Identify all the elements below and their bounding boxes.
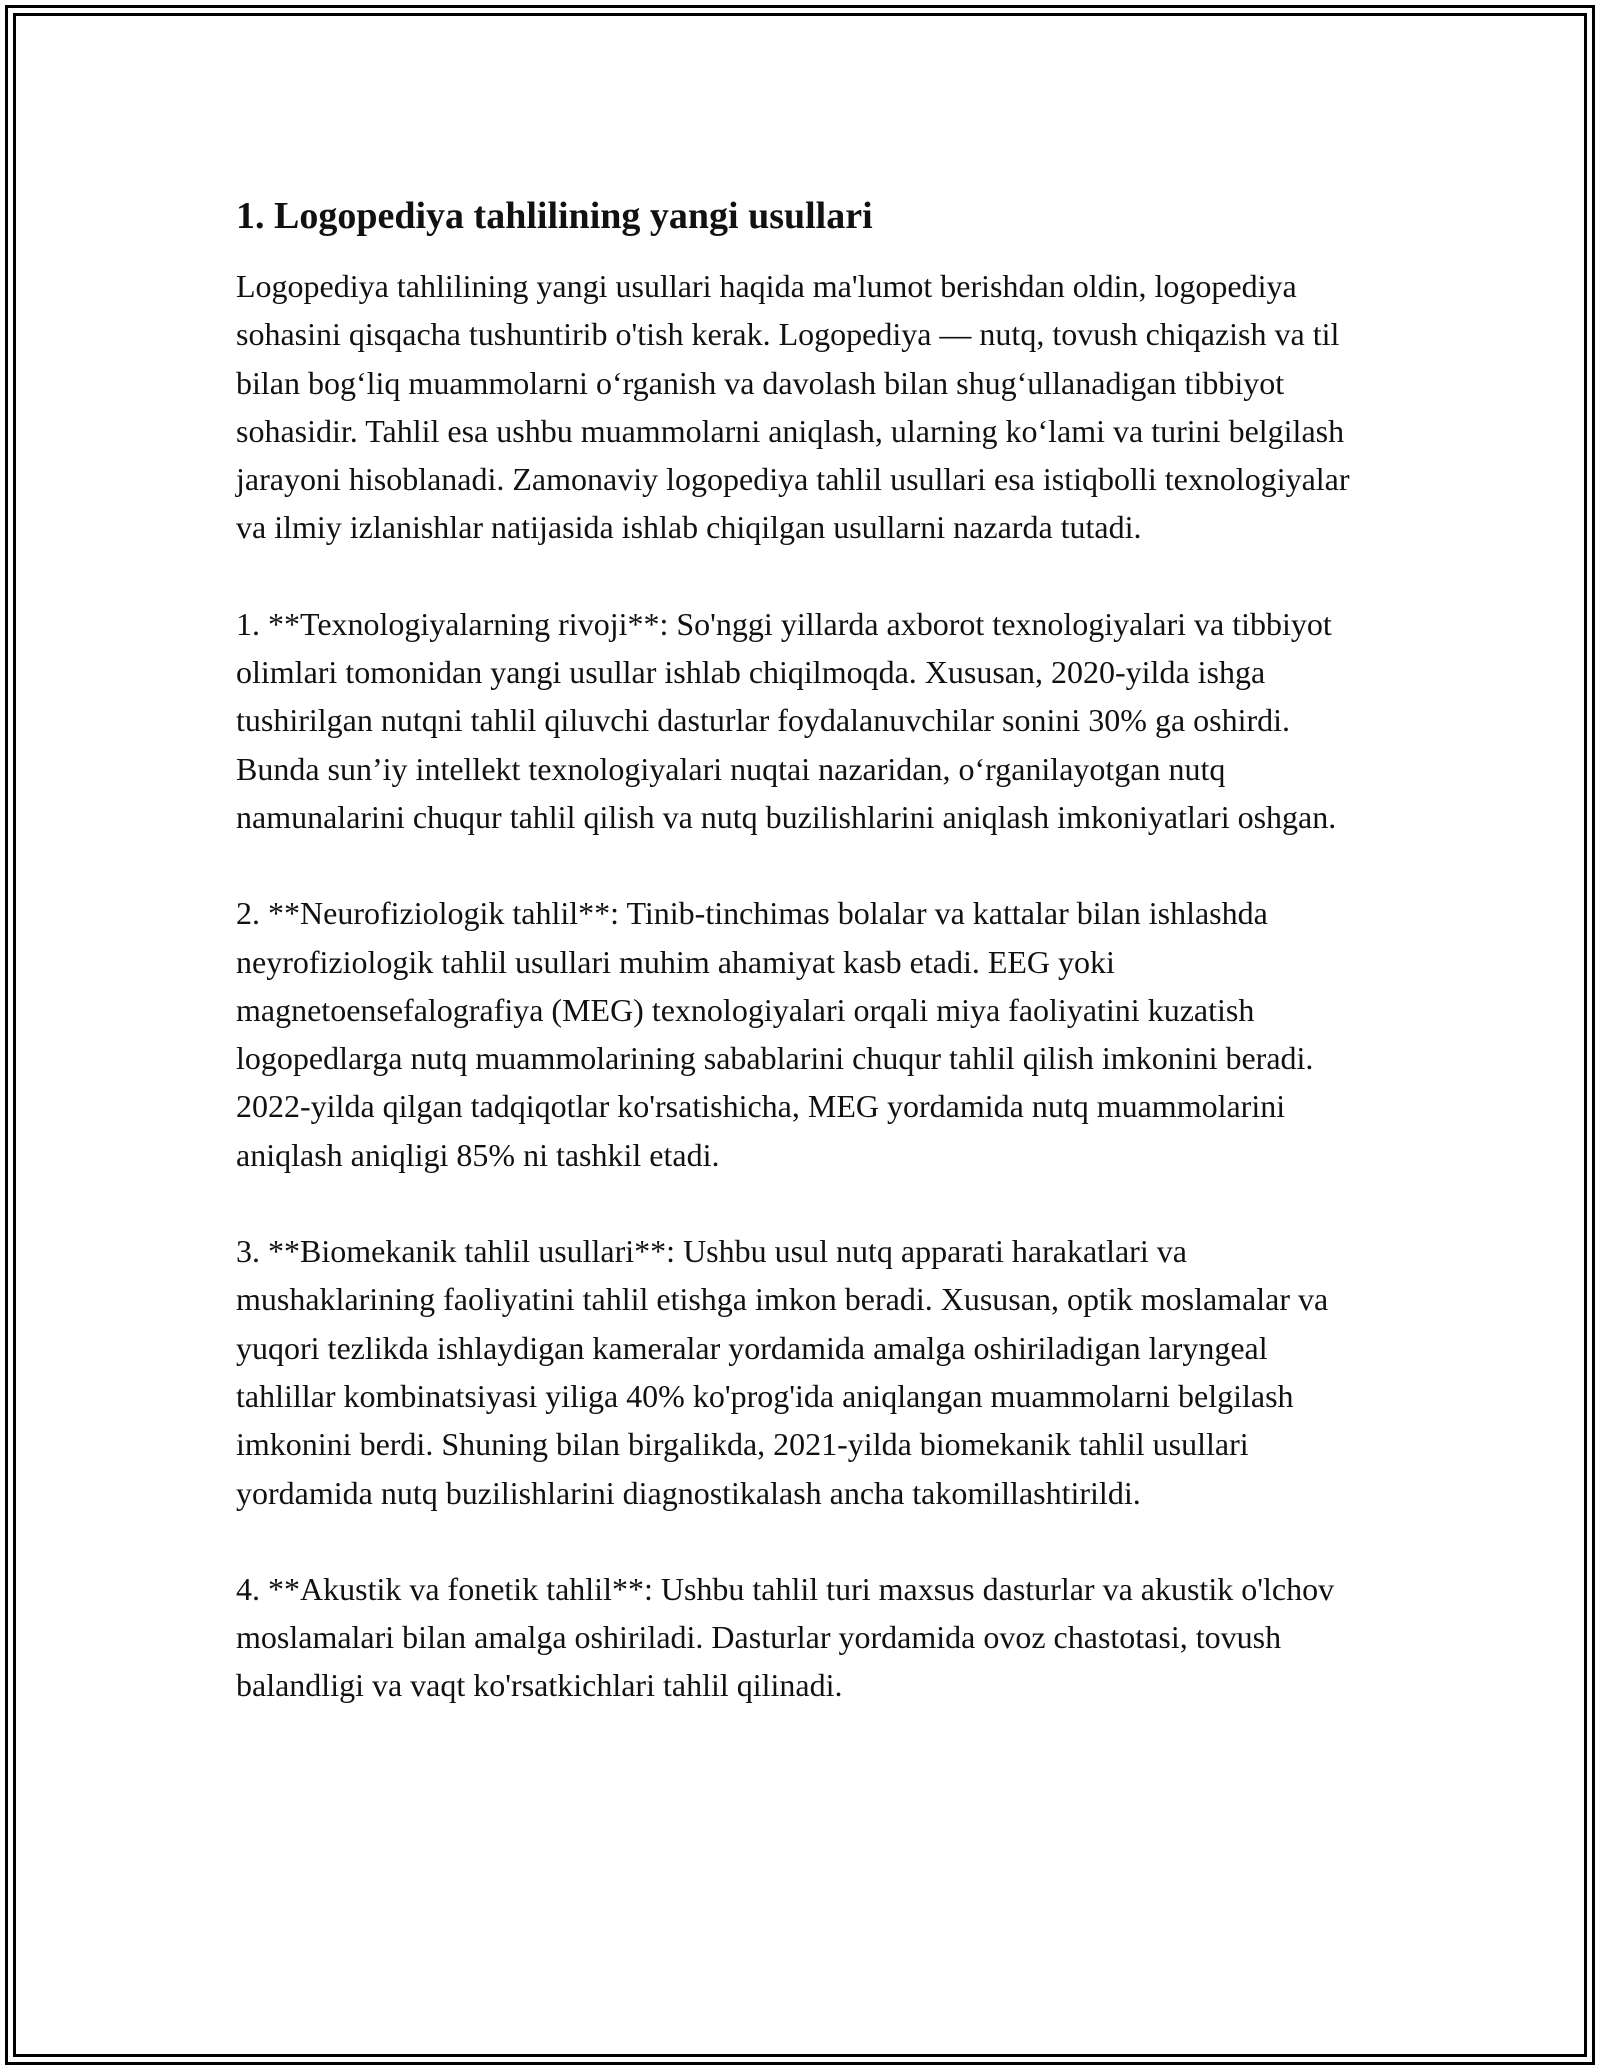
paragraph-technology: 1. **Texnologiyalarning rivoji**: So'nggi yillarda axborot texnologiyalari va tibbiyot olimlari tomonidan yangi usullar ishlab chiqilmoqda. Xususan, 2020-yilda ishga tushirilgan nutqni tahlil qiluvchi dasturlar foydalanuvchilar sonini 30% ga oshirdi. Bunda sun’iy intellekt texnologiyalari nuqtai nazaridan, o‘rganilayotgan nutq namunalarini chuqur tahlil qilish va nutq buzilishlarini aniqlash imkoniyatlari oshgan. <box>236 605 1337 835</box>
paragraph-neurophysiology: 2. **Neurofiziologik tahlil**: Tinib-tinchimas bolalar va kattalar bilan ishlashda neyrofiziologik tahlil usullari muhim ahamiyat kasb etadi. EEG yoki magnetoensefalografiya (MEG) texnologiyalari orqali miya faoliyatini kuzatish logopedlarga nutq muammolarining sabablarini chuqur tahlil qilish imkonini beradi. 2022-yilda qilgan tadqiqotlar ko'rsatishicha, MEG yordamida nutq muammolarini aniqlash aniqligi 85% ni tashkil etadi. <box>236 895 1314 1173</box>
section-heading: 1. Logopediya tahlilining yangi usullari <box>236 195 873 237</box>
paragraph-acoustics: 4. **Akustik va fonetik tahlil**: Ushbu tahlil turi maxsus dasturlar va akustik o'lchov moslamalari bilan amalga oshiriladi. Dasturlar yordamida ovoz chastotasi, tovush balandligi va vaqt ko'rsatkichlari tahlil qilinadi. <box>236 1570 1335 1704</box>
paragraph-biomechanics: 3. **Biomekanik tahlil usullari**: Ushbu usul nutq apparati harakatlari va mushaklarining faoliyatini tahlil etishga imkon beradi. Xususan, optik moslamalar va yuqori tezlikda ishlaydigan kameralar yordamida amalga oshiriladigan laryngeal tahlillar kombinatsiyasi yiliga 40% ko'prog'ida aniqlangan muammolarni belgilash imkonini berdi. Shuning bilan birgalikda, 2021-yilda biomekanik tahlil usullari yordamida nutq buzilishlarini diagnostikalash ancha takomillashtirildi. <box>236 1233 1329 1511</box>
intro-paragraph: Logopediya tahlilining yangi usullari haqida ma'lumot berishdan oldin, logopediya sohasini qisqacha tushuntirib o'tish kerak. Logopediya — nutq, tovush chiqazish va til bilan bog‘liq muammolarni o‘rganish va davolash bilan shug‘ullanadigan tibbiyot sohasidir. Tahlil esa ushbu muammolarni aniqlash, ularning ko‘lami va turini belgilash jarayoni hisoblanadi. Zamonaviy logopediya tahlil usullari esa istiqbolli texnologiyalar va ilmiy izlanishlar natijasida ishlab chiqilgan usullarni nazarda tutadi. <box>236 268 1350 546</box>
document-body <box>236 180 1366 1758</box>
